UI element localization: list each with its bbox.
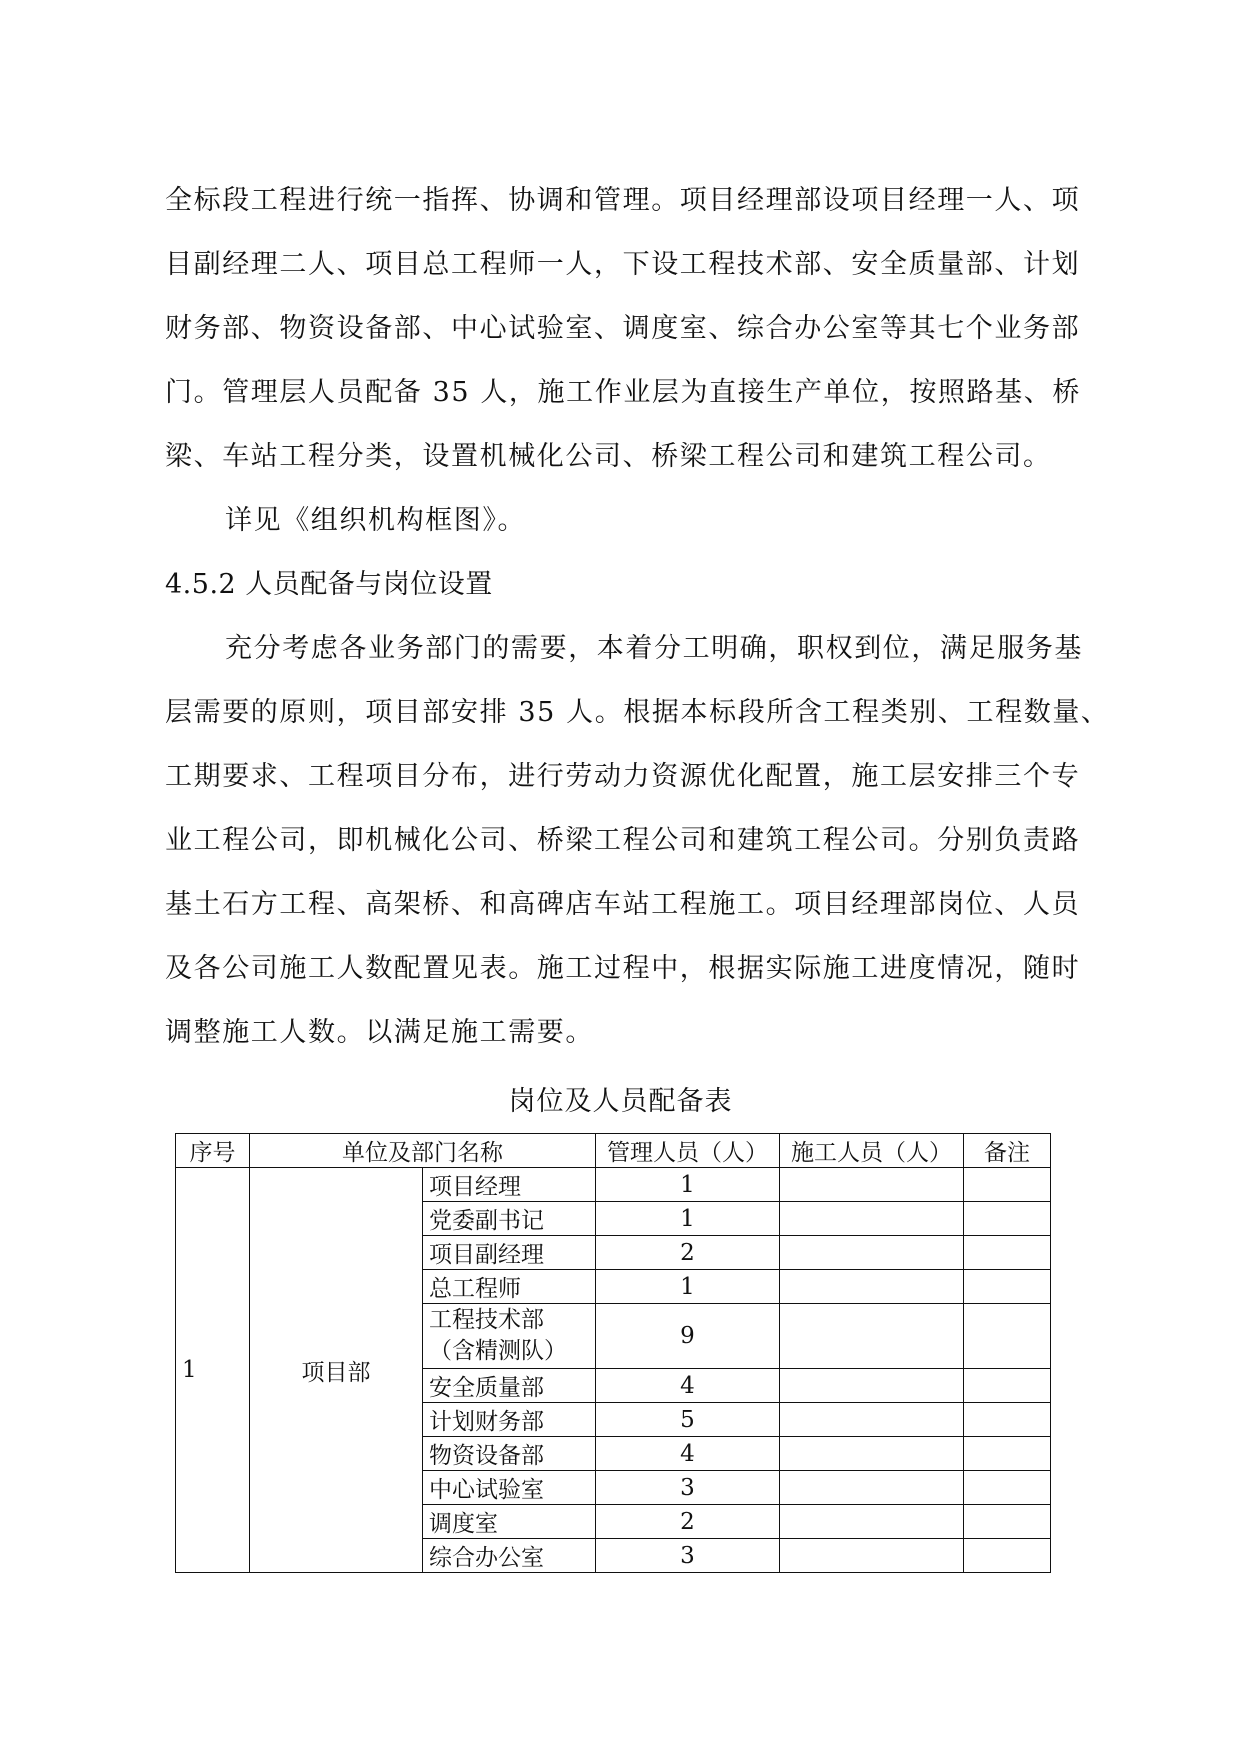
remark-cell bbox=[964, 1369, 1051, 1403]
construction-cell bbox=[780, 1369, 964, 1403]
dept-cell: 安全质量部 bbox=[423, 1369, 596, 1403]
remark-cell bbox=[964, 1539, 1051, 1573]
paragraph-line: 调整施工人数。以满足施工需要。 bbox=[165, 1017, 594, 1048]
dept-cell: 总工程师 bbox=[423, 1270, 596, 1304]
construction-cell bbox=[780, 1539, 964, 1573]
dept-cell: 计划财务部 bbox=[423, 1403, 596, 1437]
remark-cell bbox=[964, 1202, 1051, 1236]
dept-cell: 调度室 bbox=[423, 1505, 596, 1539]
construction-cell bbox=[780, 1270, 964, 1304]
construction-cell bbox=[780, 1471, 964, 1505]
header-construction: 施工人员（人） bbox=[780, 1134, 964, 1168]
mgmt-cell: 3 bbox=[596, 1471, 780, 1505]
dept-cell: 综合办公室 bbox=[423, 1539, 596, 1573]
header-remark: 备注 bbox=[964, 1134, 1051, 1168]
mgmt-cell: 1 bbox=[596, 1270, 780, 1304]
mgmt-cell: 2 bbox=[596, 1236, 780, 1270]
dept-cell: 物资设备部 bbox=[423, 1437, 596, 1471]
remark-cell bbox=[964, 1437, 1051, 1471]
remark-cell bbox=[964, 1505, 1051, 1539]
dept-cell bbox=[423, 1304, 596, 1369]
paragraph-line: 梁、车站工程分类，设置机械化公司、桥梁工程公司和建筑工程公司。 bbox=[165, 441, 1052, 472]
paragraph-line: 层需要的原则，项目部安排 35 人。根据本标段所含工程类别、工程数量、 bbox=[165, 697, 1110, 728]
mgmt-cell: 3 bbox=[596, 1539, 780, 1573]
construction-cell bbox=[780, 1304, 964, 1369]
table-caption: 岗位及人员配备表 bbox=[508, 1086, 733, 1117]
construction-cell bbox=[780, 1437, 964, 1471]
header-mgmt: 管理人员（人） bbox=[596, 1134, 780, 1168]
paragraph-line: 充分考虑各业务部门的需要，本着分工明确，职权到位，满足服务基 bbox=[225, 633, 1083, 664]
mgmt-cell: 2 bbox=[596, 1505, 780, 1539]
dept-cell: 中心试验室 bbox=[423, 1471, 596, 1505]
mgmt-cell: 1 bbox=[596, 1168, 780, 1202]
unit-cell: 项目部 bbox=[250, 1168, 423, 1573]
remark-cell bbox=[964, 1304, 1051, 1369]
construction-cell bbox=[780, 1505, 964, 1539]
table-header-row bbox=[176, 1134, 1051, 1168]
mgmt-cell: 5 bbox=[596, 1403, 780, 1437]
construction-cell bbox=[780, 1403, 964, 1437]
header-seq: 序号 bbox=[176, 1134, 250, 1168]
paragraph-line: 工期要求、工程项目分布，进行劳动力资源优化配置，施工层安排三个专 bbox=[165, 761, 1081, 792]
dept-note: （含精测队） bbox=[429, 1338, 567, 1364]
dept-cell: 项目副经理 bbox=[423, 1236, 596, 1270]
remark-cell bbox=[964, 1236, 1051, 1270]
construction-cell bbox=[780, 1236, 964, 1270]
paragraph-line: 目副经理二人、项目总工程师一人，下设工程技术部、安全质量部、计划 bbox=[165, 249, 1081, 280]
mgmt-cell: 9 bbox=[596, 1304, 780, 1369]
paragraph-line: 及各公司施工人数配置见表。施工过程中，根据实际施工进度情况，随时 bbox=[165, 953, 1081, 984]
staffing-table bbox=[175, 1133, 1051, 1573]
paragraph-line: 财务部、物资设备部、中心试验室、调度室、综合办公室等其七个业务部 bbox=[165, 313, 1081, 344]
paragraph-line: 业工程公司，即机械化公司、桥梁工程公司和建筑工程公司。分别负责路 bbox=[165, 825, 1081, 856]
remark-cell bbox=[964, 1471, 1051, 1505]
mgmt-cell: 1 bbox=[596, 1202, 780, 1236]
section-heading: 4.5.2 人员配备与岗位设置 bbox=[165, 569, 493, 600]
dept-name: 工程技术部 bbox=[429, 1307, 544, 1333]
remark-cell bbox=[964, 1270, 1051, 1304]
construction-cell bbox=[780, 1202, 964, 1236]
dept-cell: 党委副书记 bbox=[423, 1202, 596, 1236]
header-unit: 单位及部门名称 bbox=[250, 1134, 596, 1168]
table-row bbox=[176, 1168, 1051, 1202]
paragraph-line: 基土石方工程、高架桥、和高碑店车站工程施工。项目经理部岗位、人员 bbox=[165, 889, 1081, 920]
paragraph-line: 全标段工程进行统一指挥、协调和管理。项目经理部设项目经理一人、项 bbox=[165, 185, 1081, 216]
paragraph-line: 详见《组织机构框图》。 bbox=[225, 505, 527, 536]
remark-cell bbox=[964, 1168, 1051, 1202]
mgmt-cell: 4 bbox=[596, 1437, 780, 1471]
construction-cell bbox=[780, 1168, 964, 1202]
seq-cell: 1 bbox=[176, 1168, 250, 1573]
remark-cell bbox=[964, 1403, 1051, 1437]
paragraph-line: 门。管理层人员配备 35 人，施工作业层为直接生产单位，按照路基、桥 bbox=[165, 377, 1081, 408]
dept-cell: 项目经理 bbox=[423, 1168, 596, 1202]
mgmt-cell: 4 bbox=[596, 1369, 780, 1403]
